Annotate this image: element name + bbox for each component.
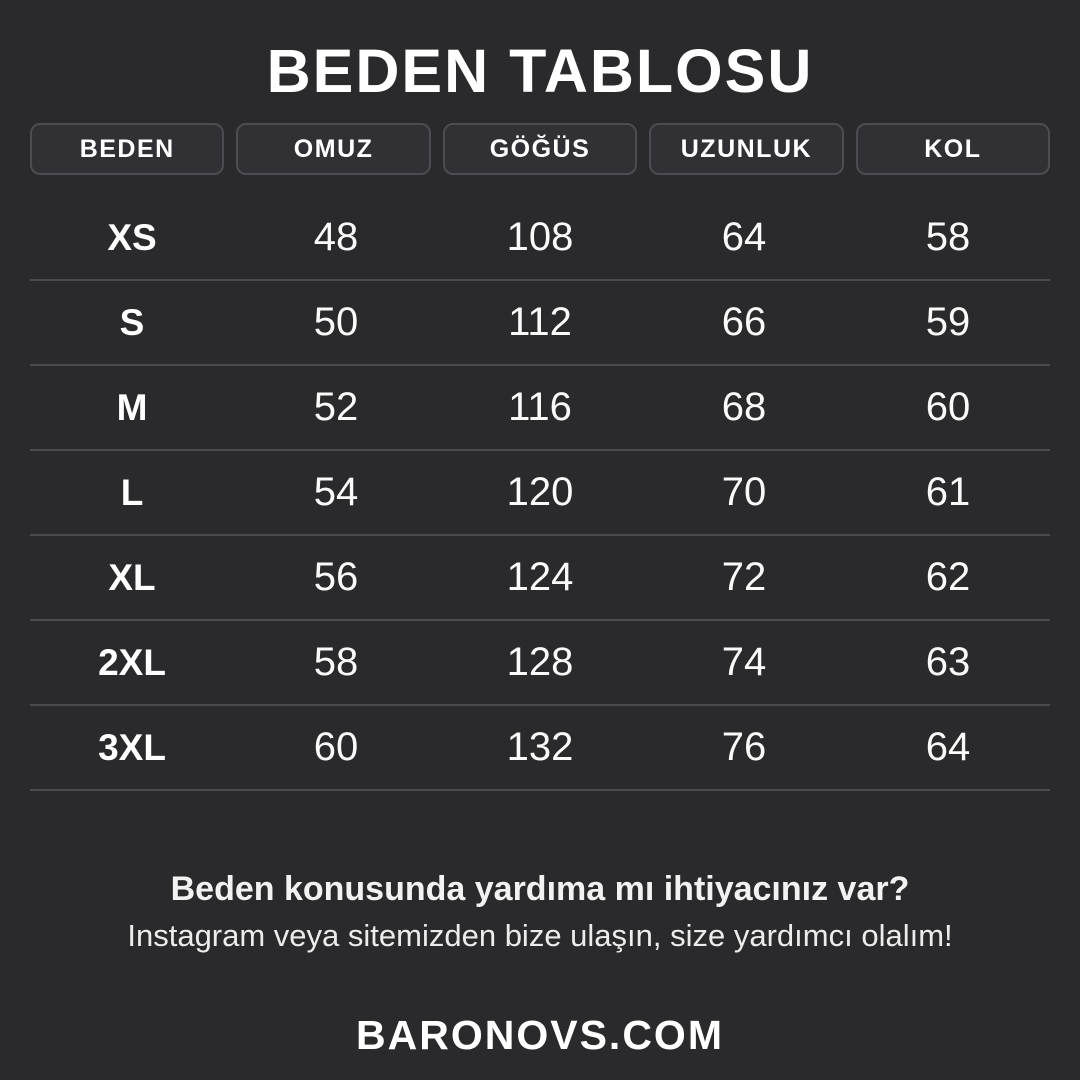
kol-value: 64	[925, 725, 971, 770]
size-value: S	[119, 301, 145, 343]
gogus-value: 128	[506, 640, 574, 685]
kol-value: 60	[925, 385, 971, 430]
table-row-xl	[30, 536, 1050, 621]
table-header-row	[0, 123, 1080, 175]
table-row-3xl	[30, 706, 1050, 791]
kol-value: 58	[925, 215, 971, 260]
column-header-gogus: GÖĞÜS	[443, 123, 637, 175]
column-header-omuz: OMUZ	[236, 123, 430, 175]
help-contact-info: Instagram veya sitemizden bize ulaşın, size yardımcı olalım!	[127, 918, 953, 954]
help-question: Beden konusunda yardıma mı ihtiyacınız var?	[170, 870, 910, 909]
omuz-value: 50	[313, 300, 359, 345]
kol-value: 62	[925, 555, 971, 600]
omuz-value: 60	[313, 725, 359, 770]
brand-website: BARONOVS.COM	[356, 1012, 724, 1058]
omuz-value: 48	[313, 215, 359, 260]
gogus-value: 112	[508, 300, 572, 345]
uzunluk-value: 70	[721, 470, 767, 515]
table-row-xs	[30, 196, 1050, 281]
gogus-value: 108	[506, 215, 574, 260]
size-value: 2XL	[98, 641, 166, 683]
uzunluk-value: 74	[721, 640, 767, 685]
kol-value: 63	[925, 640, 971, 685]
uzunluk-value: 76	[721, 725, 767, 770]
size-value: M	[116, 386, 148, 428]
help-text-block	[0, 867, 1080, 957]
omuz-value: 56	[313, 555, 359, 600]
gogus-value: 124	[506, 555, 574, 600]
gogus-value: 116	[508, 385, 572, 430]
omuz-value: 52	[313, 385, 359, 430]
omuz-value: 54	[313, 470, 359, 515]
uzunluk-value: 72	[721, 555, 767, 600]
table-row-s	[30, 281, 1050, 366]
uzunluk-value: 68	[721, 385, 767, 430]
kol-value: 59	[925, 300, 971, 345]
gogus-value: 132	[506, 725, 574, 770]
size-table	[30, 196, 1050, 791]
size-value: XL	[108, 556, 156, 598]
kol-value: 61	[925, 470, 971, 515]
uzunluk-value: 64	[721, 215, 767, 260]
size-value: L	[120, 471, 144, 513]
column-header-kol: KOL	[856, 123, 1050, 175]
size-value: 3XL	[98, 726, 166, 768]
size-value: XS	[107, 216, 157, 258]
column-header-uzunluk: UZUNLUK	[649, 123, 843, 175]
table-row-2xl	[30, 621, 1050, 706]
column-header-beden: BEDEN	[30, 123, 224, 175]
gogus-value: 120	[506, 470, 574, 515]
page-title: BEDEN TABLOSU	[266, 37, 814, 105]
omuz-value: 58	[313, 640, 359, 685]
table-row-m	[30, 366, 1050, 451]
table-row-l	[30, 451, 1050, 536]
uzunluk-value: 66	[721, 300, 767, 345]
